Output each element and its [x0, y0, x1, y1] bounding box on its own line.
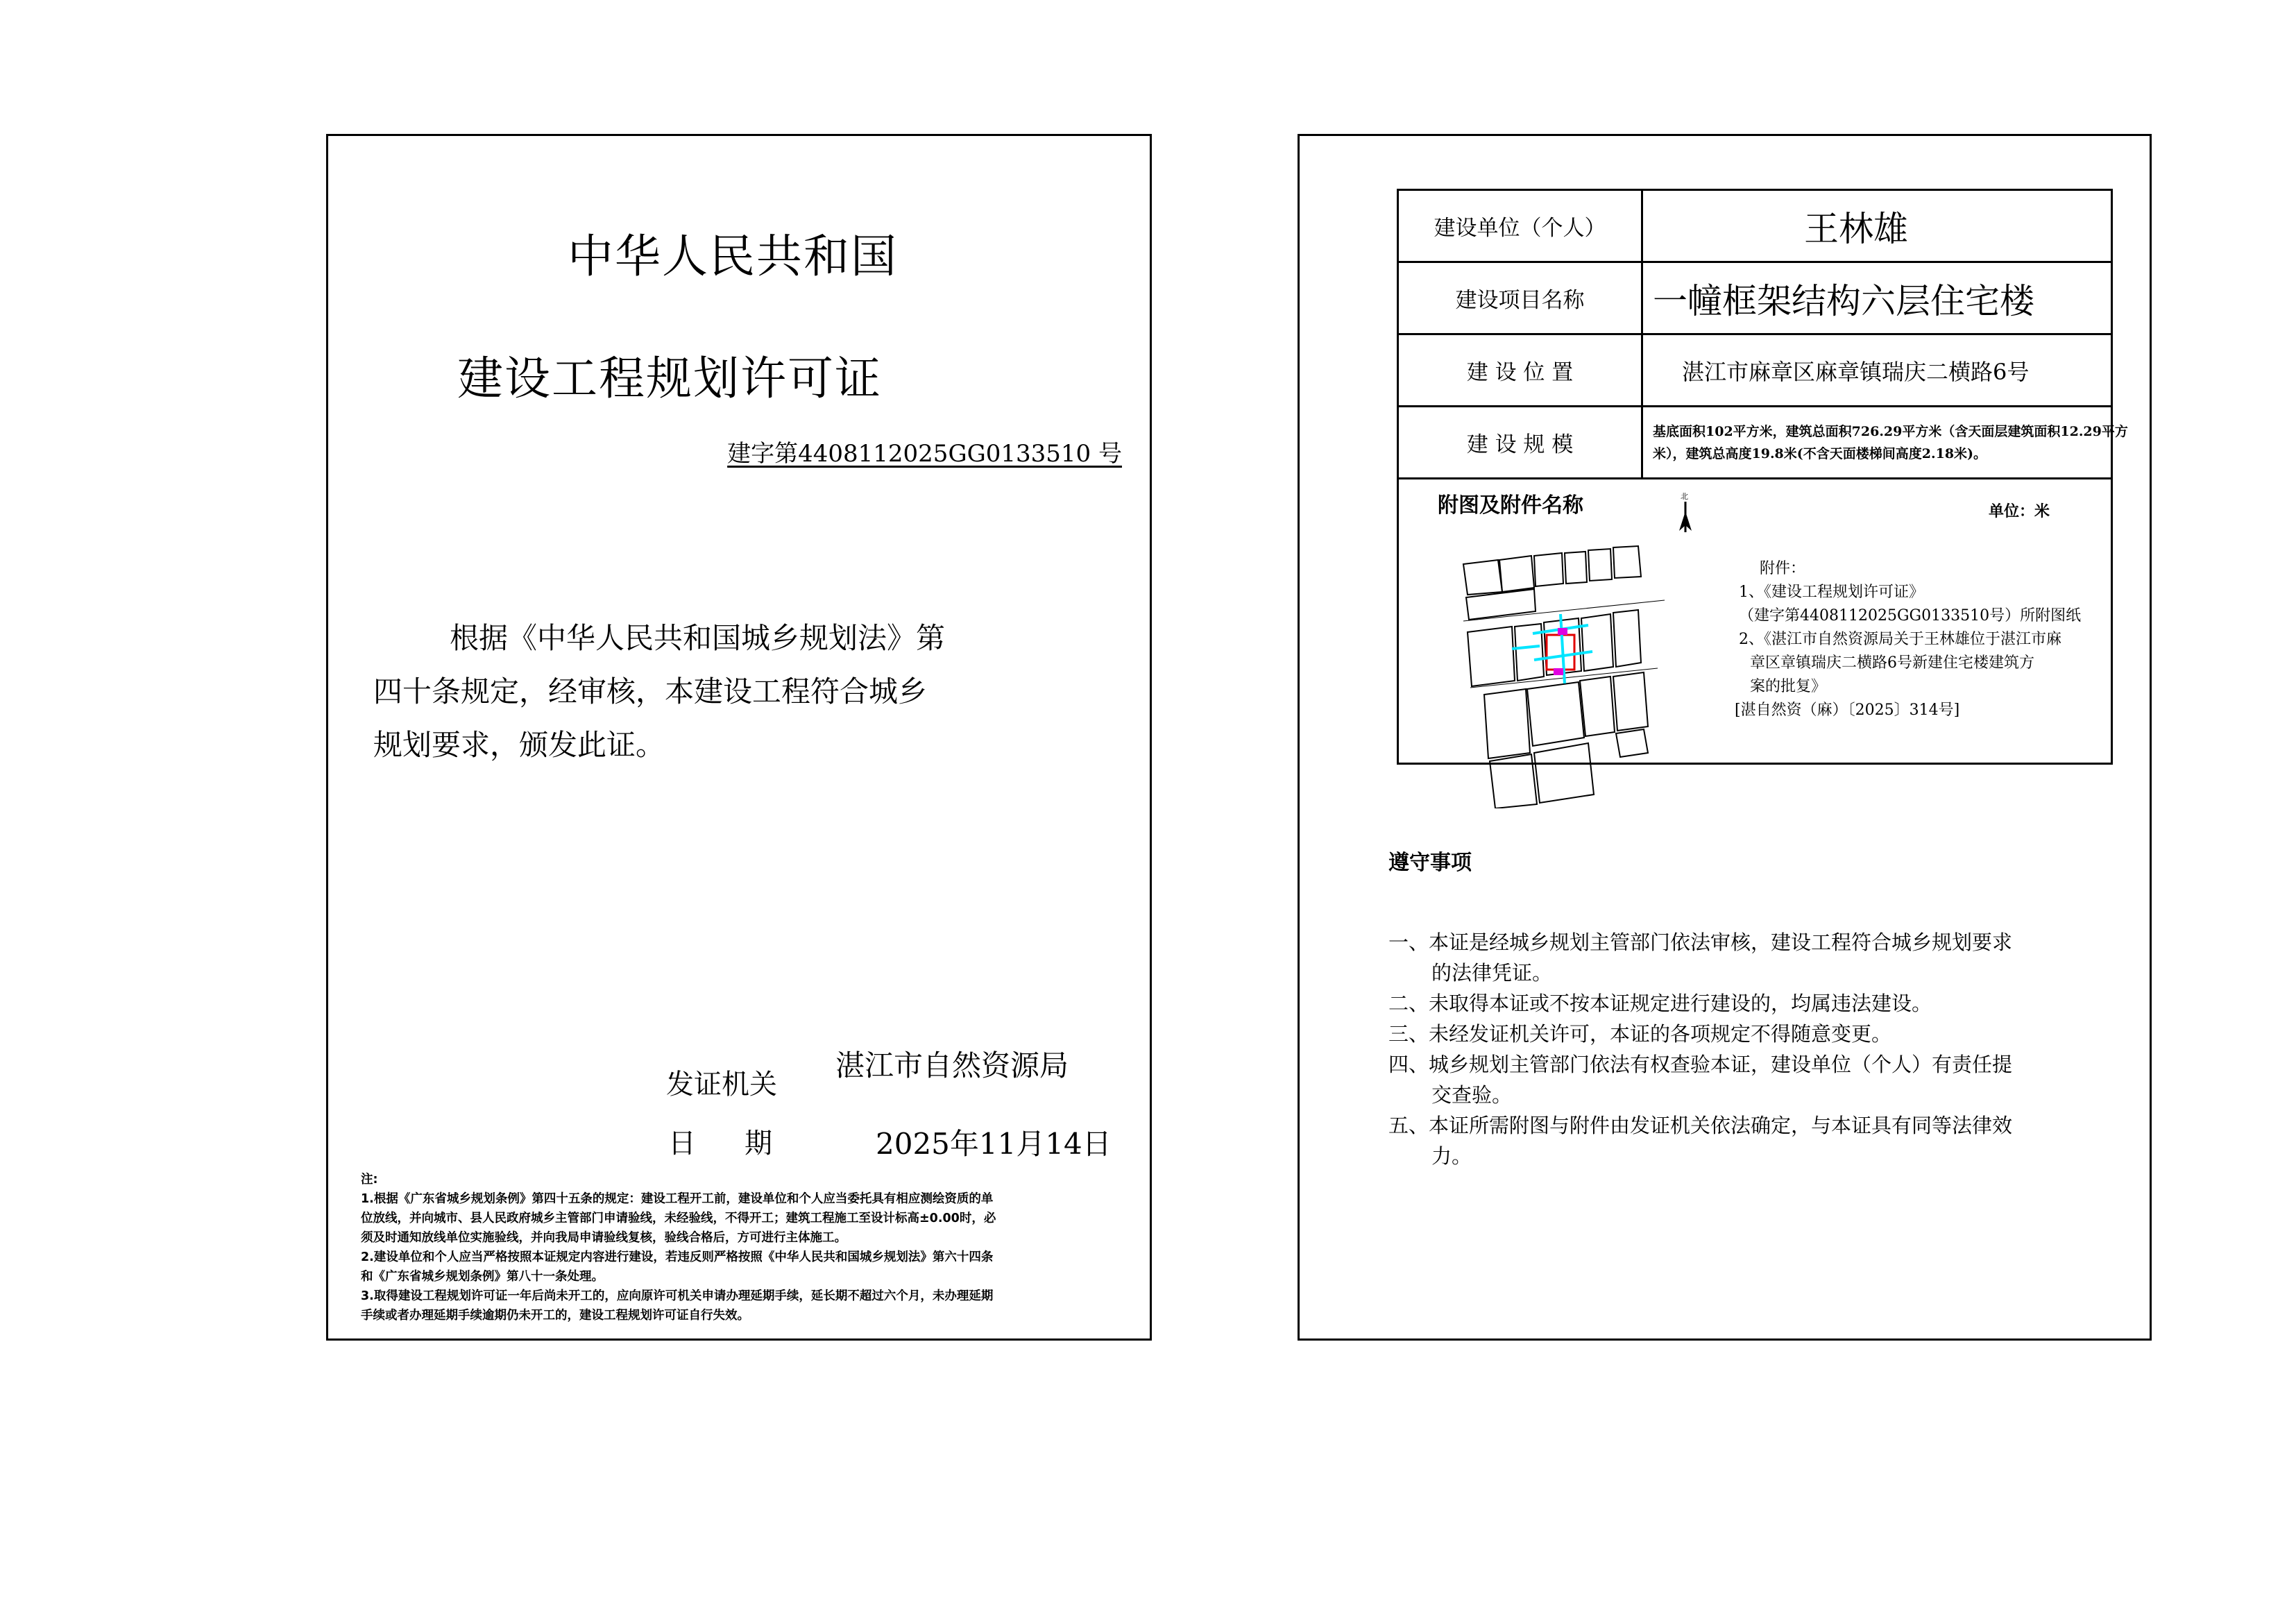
note-line: 须及时通知放线单位实施验线，并向我局申请验线复核，验线合格后，方可进行主体施工。 [361, 1231, 847, 1245]
attachment-line: [湛自然资（麻）〔2025〕314号] [1735, 702, 1960, 719]
rule-line: 二、未取得本证或不按本证规定进行建设的，均属违法建设。 [1388, 992, 1932, 1015]
attachment-line: 1、《建设工程规划许可证》 [1739, 584, 1924, 601]
attachment-line: 附件： [1760, 560, 1806, 577]
scale-value [1643, 407, 2128, 477]
certificate-back [1298, 134, 2152, 1341]
scale-label: 建 设 规 模 [1399, 407, 1643, 477]
certificate-number: 建字第4408112025GG0133510 号 [727, 440, 1122, 468]
attachment-line: 2、《湛江市自然资源局关于王林雄位于湛江市麻 [1739, 631, 2061, 648]
note-line: 1.根据《广东省城乡规划条例》第四十五条的规定：建设工程开工前，建设单位和个人应当委托具有相应测绘资质的单 [361, 1192, 994, 1206]
project-name-label: 建设项目名称 [1399, 263, 1643, 333]
north-arrow-icon [1674, 491, 1697, 534]
table-row [1399, 191, 2111, 263]
attachment-line: （建字第4408112025GG0133510号）所附图纸 [1739, 607, 2082, 624]
unit-note: 单位：米 [1989, 502, 2050, 520]
note-line: 3.取得建设工程规划许可证一年后尚未开工的，应向原许可机关申请办理延期手续，延长期不超过六个月，未办理延期 [361, 1289, 994, 1303]
scale-line: 基底面积102平方米，建筑总面积726.29平方米（含天面层建筑面积12.29平方 [1653, 423, 2128, 439]
location-value: 湛江市麻章区麻章镇瑞庆二横路6号 [1682, 358, 2030, 385]
rule-line: 五、本证所需附图与附件由发证机关依法确定，与本证具有同等法律效 [1388, 1114, 2013, 1137]
certificate-body [373, 611, 946, 772]
svg-text:北: 北 [1681, 492, 1688, 501]
attachments-label: 附图及附件名称 [1438, 493, 1583, 518]
site-plan-map [1456, 545, 1678, 808]
rule-line: 交查验。 [1431, 1083, 1513, 1107]
attachment-line: 章区章镇瑞庆二横路6号新建住宅楼建筑方 [1750, 654, 2034, 672]
table-row [1399, 407, 2128, 479]
rules-list [1388, 927, 2082, 1171]
certificate-title: 建设工程规划许可证 [457, 352, 882, 405]
rule-line: 的法律凭证。 [1431, 961, 1553, 985]
body-line: 四十条规定，经审核，本建设工程符合城乡 [373, 674, 928, 708]
location-label: 建 设 位 置 [1399, 335, 1643, 405]
unit-value: 王林雄 [1804, 208, 1908, 249]
attachments-list [1735, 557, 2109, 722]
details-table [1397, 189, 2128, 765]
note-line: 手续或者办理延期手续逾期仍未开工的，建设工程规划许可证自行失效。 [361, 1309, 749, 1323]
body-line: 规划要求，颁发此证。 [373, 728, 665, 762]
unit-label: 建设单位（个人） [1399, 191, 1643, 261]
date-label: 日期 [668, 1128, 821, 1159]
rules-title: 遵守事项 [1388, 851, 1472, 875]
attachment-line: 案的批复》 [1750, 678, 1827, 695]
body-line: 根据《中华人民共和国城乡规划法》第 [450, 621, 946, 655]
rule-line: 三、未经发证机关许可，本证的各项规定不得随意变更。 [1388, 1022, 1892, 1046]
note-line: 位放线，并向城市、县人民政府城乡主管部门申请验线，未经验线，不得开工；建筑工程施工至设计标高±0.00时，必 [361, 1212, 996, 1225]
certificate-front [326, 134, 1152, 1341]
certificate-notes [361, 1170, 1131, 1325]
note-line: 和《广东省城乡规划条例》第八十一条处理。 [361, 1270, 604, 1284]
note-line: 注: [361, 1173, 378, 1187]
note-line: 2.建设单位和个人应当严格按照本证规定内容进行建设，若违反则严格按照《中华人民共和国城乡规划法》第六十四条 [361, 1250, 994, 1264]
issuer-label: 发证机关 [666, 1069, 777, 1101]
project-name-value: 一幢框架结构六层住宅楼 [1653, 280, 2034, 321]
rule-line: 力。 [1431, 1144, 1472, 1168]
table-row [1399, 335, 2111, 407]
date-value: 2025年11月14日 [876, 1127, 1112, 1161]
rule-line: 一、本证是经城乡规划主管部门依法审核，建设工程符合城乡规划要求 [1388, 931, 2013, 954]
rule-line: 四、城乡规划主管部门依法有权查验本证，建设单位（个人）有责任提 [1388, 1053, 2013, 1076]
table-row [1399, 263, 2111, 335]
issuer-value: 湛江市自然资源局 [835, 1048, 1069, 1082]
certificate-country: 中华人民共和国 [568, 230, 898, 283]
scale-line: 米），建筑总高度19.8米(不含天面楼梯间高度2.18米)。 [1653, 445, 1987, 461]
